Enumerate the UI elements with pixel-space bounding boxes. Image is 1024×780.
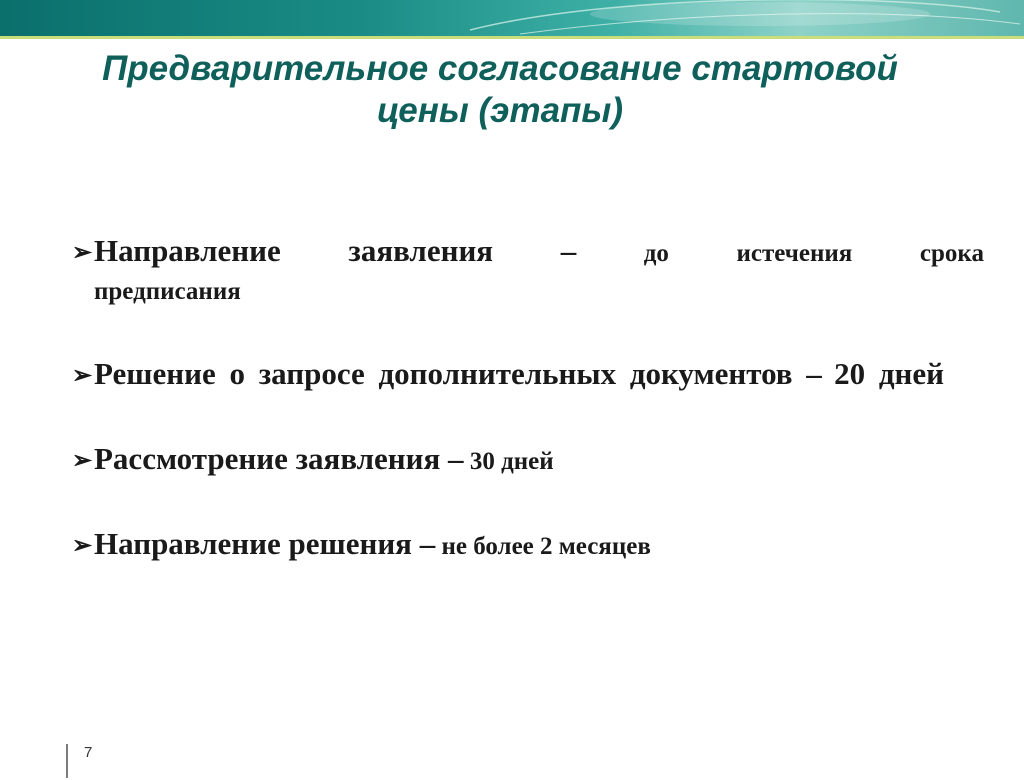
stage-item-2-detail: 20 дней [834,356,944,391]
footer-divider [66,744,68,778]
stage-item-1 [74,232,984,311]
arrow-bullet-icon: ➢ [72,363,93,389]
page-number: 7 [84,744,93,761]
stage-item-1-word-4: истечения [736,240,853,267]
stage-item-1-word-1: Направление [94,233,281,268]
stage-item-1-dash: – [560,233,577,268]
stage-item-1-word-2: заявления [348,233,494,268]
stage-item-2-main: Решение о запросе дополнительных документов – [94,356,822,391]
stage-item-3-detail: 30 дней [469,448,554,475]
arrow-bullet-icon: ➢ [72,240,93,266]
slide-title-line-1: Предварительное согласование стартовой [102,49,898,88]
stage-item-1-line-2: предписания [94,278,241,305]
slide-title [20,48,980,132]
stage-item-1-word-3: до [643,240,669,267]
header-accent-line [0,36,1024,39]
stage-item-4 [74,525,984,566]
arrow-bullet-icon: ➢ [72,448,93,474]
banner-swoosh-decoration [0,0,1024,36]
stage-item-2 [74,355,984,396]
stage-item-4-detail: не более 2 месяцев [441,533,651,560]
stage-list [74,232,984,610]
stage-item-4-main: Направление решения – [94,526,436,561]
slide-title-line-2: цены (этапы) [377,91,623,130]
arrow-bullet-icon: ➢ [72,533,93,559]
stage-item-3-main: Рассмотрение заявления – [94,441,464,476]
stage-item-1-word-5: срока [919,240,984,267]
header-banner [0,0,1024,36]
stage-item-3 [74,440,984,481]
stage-item-1-line-1 [94,232,984,273]
